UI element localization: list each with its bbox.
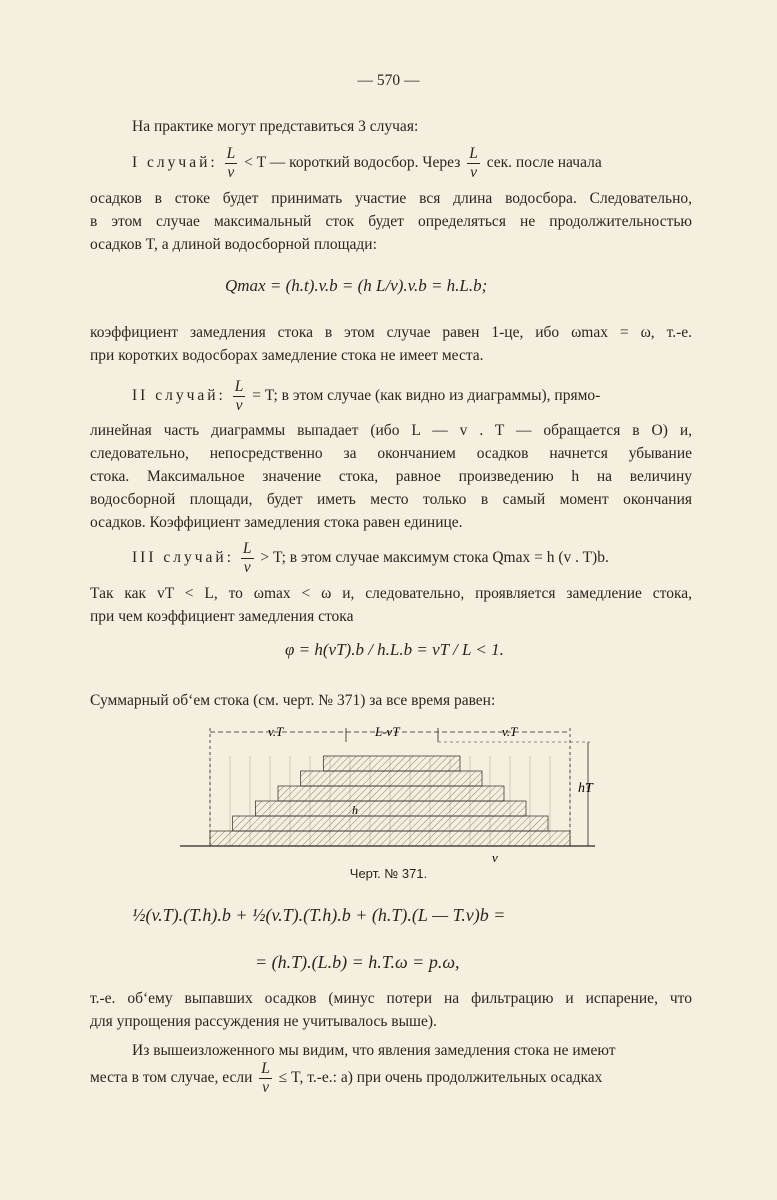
fraction-L-v: $\frac{L}{v}$ xyxy=(234,378,244,414)
runoff-step xyxy=(323,756,460,771)
case1-line2: осадков в стоке будет принимать участие вся длина водосбора. Следовательно, xyxy=(90,190,692,207)
case1-label: I случай: xyxy=(132,154,218,172)
case3-line1 xyxy=(132,540,692,577)
fraction-L-v: $\frac{L}{v}$ xyxy=(242,540,252,576)
case3-text: > T; в этом случае максимум стока Qmax = h (v . T)b. xyxy=(260,549,609,567)
case1-line3: в этом случае максимальный сток будет определяться не продолжительностью xyxy=(90,213,692,230)
case3-line2: Так как vT < L, то ωmax < ω и, следовательно, проявляется замедление стока, xyxy=(90,585,692,602)
fraction-L-v: $\frac{L}{v}$ xyxy=(469,145,478,181)
paragraph-after-line1: т.-е. об‘ему выпавших осадков (минус потери на фильтрацию и испарение, что xyxy=(90,990,692,1007)
paragraph-sum: Суммарный об‘ем стока (см. черт. № 371) за все время равен: xyxy=(90,692,496,709)
volume-formula-line2: = (h.T).(L.b) = h.T.ω = p.ω, xyxy=(255,952,460,972)
case3-label: III случай: xyxy=(132,549,235,567)
case1-line4: осадков T, а длиной водосборной площади: xyxy=(90,236,377,253)
runoff-steps xyxy=(210,756,570,846)
case1-line5: коэффициент замедления стока в этом случае равен 1-це, ибо ωmax = ω, т.-е. xyxy=(90,324,692,341)
case3-line3: при чем коэффициент замедления стока xyxy=(90,608,354,625)
runoff-step xyxy=(301,771,482,786)
last-text-a: места в том случае, если xyxy=(90,1069,253,1087)
case2-text: = T; в этом случае (как видно из диаграммы), прямо- xyxy=(252,387,601,405)
case3-formula: φ = h(vT).b / h.L.b = vT / L < 1. xyxy=(285,640,504,659)
figure-caption: Черт. № 371. xyxy=(349,866,428,881)
case1-text-after: сек. после начала xyxy=(486,154,602,172)
paragraph-last-line2 xyxy=(90,1060,692,1097)
case1-text: < T — короткий водосбор. Через xyxy=(244,154,461,172)
label-h: h xyxy=(352,803,358,817)
volume-formula-line1: ½(v.T).(T.h).b + ½(v.T).(T.h).b + (h.T).(L — T.v)b = xyxy=(132,905,506,925)
case2-line6: осадков. Коэффициент замедления стока равен единице. xyxy=(90,514,463,531)
fraction-L-v: $\frac{L}{v}$ xyxy=(261,1060,270,1096)
label-v: v xyxy=(492,850,498,865)
diagram-371 xyxy=(180,720,600,870)
case2-line3: следовательно, непосредственно за окончанием осадков начнется убывание xyxy=(90,445,692,462)
case2-line1 xyxy=(132,378,692,415)
paragraph-intro: На практике могут представиться 3 случая: xyxy=(132,118,419,135)
runoff-step xyxy=(255,801,526,816)
case1-line6: при коротких водосборах замедление стока не имеет места. xyxy=(90,347,484,364)
label-hT: hT xyxy=(578,781,593,796)
case2-line2: линейная часть диаграммы выпадает (ибо L — v . T — обращается в O) и, xyxy=(90,422,692,439)
runoff-step xyxy=(233,816,548,831)
paragraph-last-line1: Из вышеизложенного мы видим, что явления замедления стока не имеют xyxy=(132,1042,616,1059)
last-text-b: ≤ T, т.-е.: а) при очень продолжительных осадках xyxy=(278,1069,603,1087)
label-vT-left: v.T xyxy=(268,724,284,739)
paragraph-after-line2: для упрощения рассуждения не учитывалось выше). xyxy=(90,1013,437,1030)
case2-line5: водосборной площади, будет иметь место только в самый момент окончания xyxy=(90,491,692,508)
case1-formula: Qmax = (h.t).v.b = (h L/v).v.b = h.L.b; xyxy=(225,276,488,295)
label-vT-right: v.T xyxy=(502,724,518,739)
label-L-vT: L-vT xyxy=(375,724,400,739)
fraction-L-v: $\frac{L}{v}$ xyxy=(226,145,236,181)
case1-line1 xyxy=(132,145,692,182)
case2-label: II случай: xyxy=(132,387,226,405)
page-number: — 570 — xyxy=(357,72,420,89)
case2-line4: стока. Максимальное значение стока, равное произведению h на величину xyxy=(90,468,692,485)
